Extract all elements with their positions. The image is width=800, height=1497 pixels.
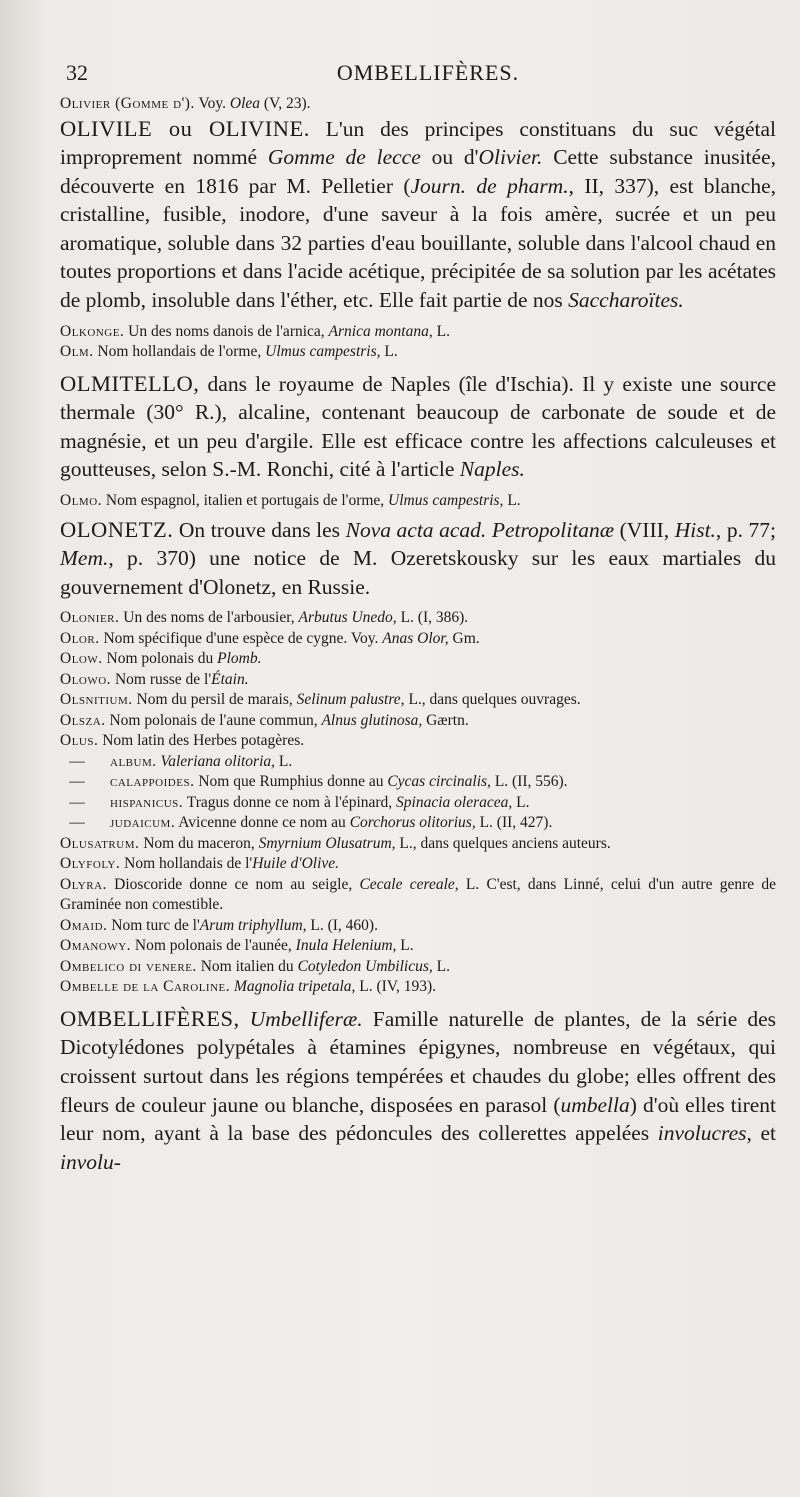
entry-tail: L., dans quelques ouvrages. [404, 691, 581, 709]
headword: Olsnitium. [60, 691, 133, 709]
entry-tail: Gærtn. [422, 711, 469, 729]
headword: Olmo. [60, 492, 103, 510]
entry-italic: involucres [657, 1121, 747, 1146]
entry-text: Nom polonais du [102, 650, 218, 668]
entry-tail: L. [512, 793, 530, 811]
headword: Olor. [60, 629, 100, 647]
headword: Olusatrum. [60, 834, 140, 852]
headword: Ombelle de la Caroline. [60, 978, 231, 996]
entry-text: Nom turc de l' [107, 916, 200, 934]
sub-entry-olus-judaicum [60, 813, 776, 834]
entry-text: Nom spécifique d'une espèce de cygne. Voy. [99, 629, 383, 647]
headword: Olonier. [60, 609, 120, 627]
entry-olm [60, 342, 776, 363]
entry-olowo [60, 670, 776, 691]
entry-italic: Saccharoïtes. [568, 288, 684, 313]
entry-italic: Mem. [60, 546, 109, 571]
entry-italic: Arum triphyllum, [199, 916, 307, 934]
entry-tail: L. (I, 460). [306, 916, 378, 934]
entry-tail: L. [432, 957, 450, 975]
page-header [60, 60, 776, 94]
sub-entry-olus-calappoides [60, 772, 776, 793]
entry-text: Nom du maceron, [139, 834, 259, 852]
entry-text: ou d' [420, 145, 479, 170]
entry-text: , et [746, 1121, 776, 1146]
entry-italic: Olivier. [478, 145, 543, 170]
entry-text: Voy. [194, 95, 230, 112]
entry-italic: Étain. [211, 670, 249, 688]
headword: OMBELLIFÈRES, [60, 1005, 240, 1031]
entry-italic: Cotyledon Umbilicus, [297, 957, 433, 975]
entry-olsnitium [60, 690, 776, 711]
entry-italic: Anas Olor, [382, 629, 449, 647]
entry-italic: Cecale cereale, [359, 875, 459, 893]
entry-text: Nom espagnol, italien et portugais de l'orme, [102, 492, 389, 510]
entry-tail: L. [503, 492, 521, 510]
entry-olsza [60, 711, 776, 732]
entry-italic: Alnus glutinosa, [321, 711, 423, 729]
headword: Olkonge. [60, 322, 125, 340]
headword: Olowo. [60, 670, 112, 688]
sub-headword: album. [110, 752, 157, 770]
entry-text [240, 1007, 250, 1031]
headword: Olivier (Gomme d'). [60, 95, 195, 112]
headword: Olow. [60, 650, 103, 668]
entry-tail: L. (IV, 193). [355, 978, 437, 996]
entry-tail: L. (II, 556). [490, 773, 568, 791]
headword: Olyfoly. [60, 855, 121, 873]
headword: Ombelico di venere. [60, 957, 197, 975]
entry-omanowy [60, 936, 776, 957]
entry-text: Nom hollandais de l' [120, 855, 253, 873]
entry-italic: Arnica montana, [328, 322, 433, 340]
entry-text: Avicenne donne ce nom au [175, 814, 350, 832]
entry-italic: Magnolia tripetala, [234, 978, 356, 996]
entry-text: Un des noms de l'arbousier, [119, 609, 299, 627]
entry-text: Nom italien du [196, 957, 298, 975]
entry-text: dans le royaume de Naples (île d'Ischia). Il y existe une source thermale (30° R.), alcaline, contenant beaucoup de carbonate de soude et de magnésie, et un peu d'argile. Elle est efficace contre les affections calculeuses et goutteuses, selon S.-M. Ronchi, cité à l'article [60, 371, 776, 482]
entry-olonetz [60, 516, 776, 602]
entry-italic: umbella [560, 1092, 630, 1117]
headword: Olus. [60, 732, 99, 750]
entry-text: Dioscoride donne ce nom au seigle, [106, 875, 360, 893]
entry-tail: L. (I, 386). [396, 609, 469, 627]
entry-text: Nom que Rumphius donne au [194, 773, 388, 791]
entry-text: Nom du persil de marais, [132, 691, 297, 709]
entry-tail: L. [432, 322, 450, 340]
sub-headword: calappoides. [110, 773, 195, 791]
entry-text: Nom latin des Herbes potagères. [98, 732, 305, 750]
headword: OLIVILE ou OLIVINE. [60, 115, 310, 141]
entry-text: (VIII, [614, 517, 675, 542]
entry-text: On trouve dans les [173, 517, 346, 542]
entry-italic: Spinacia oleracea, [396, 793, 513, 811]
entry-tail: L. [396, 937, 414, 955]
entry-text: L'un des principes constituans du suc végétal improprement nommé [60, 116, 777, 170]
entry-italic: Valeriana olitoria, [160, 752, 276, 770]
entry-olow [60, 649, 776, 670]
entry-italic: Arbutus Unedo, [298, 609, 397, 627]
entry-italic: Smyrnium Olusatrum, [258, 834, 396, 852]
entry-italic: Journ. de pharm. [410, 173, 569, 198]
entry-text: Famille naturelle de plantes, de la série des Dicotylédones polypétales à étamines épigynes, nombreuse en végétaux, qui croissent surtout dans les régions tempérées et chaudes du globe; elles offrent des fleurs de couleur jaune ou blanche, disposées en parasol ( [60, 1006, 777, 1117]
headword: OLONETZ. [60, 516, 174, 542]
entry-text: Nom hollandais de l'orme, [93, 343, 266, 361]
entry-italic: Corchorus olitorius, [349, 814, 476, 832]
entry-text: Nom polonais de l'aune commun, [105, 711, 322, 729]
entry-italic: Ulmus campestris, [265, 343, 381, 361]
headword: Olsza. [60, 711, 106, 729]
dash: — [69, 773, 85, 791]
entry-olor [60, 629, 776, 650]
entry-italic: Umbelliferæ. [249, 1006, 363, 1031]
entry-italic: Olea [229, 95, 261, 112]
entry-italic: Naples. [459, 457, 525, 482]
entry-text: , II, 337), est blanche, cristalline, fusible, inodore, d'une saveur à la fois amère, sucrée et un peu aromatique, soluble dans 32 parties d'eau bouillante, soluble dans l'alcool chaud en toutes proportions et dans l'acide acétique, précipitée de sa solution par les acétates de plomb, insoluble dans l'éther, etc. Elle fait partie de nos [60, 173, 777, 313]
entry-text: Nom russe de l' [111, 670, 212, 688]
entry-italic: Cycas circinalis, [387, 773, 491, 791]
entry-ombelico [60, 957, 776, 978]
sub-entry-olus-album [60, 752, 776, 773]
entry-olivier [60, 94, 776, 115]
entry-tail: Gm. [448, 629, 480, 647]
entry-tail: L. [275, 752, 293, 770]
entry-text: , p. 77; [715, 517, 776, 542]
entry-tail: L. [380, 343, 398, 361]
entry-text: ) d'où elles tirent leur nom, ayant à la base des pédoncules des collerettes appelées [60, 1092, 776, 1146]
running-title: OMBELLIFÈRES. [336, 60, 520, 85]
sub-headword: hispanicus. [110, 793, 184, 811]
headword: Omaid. [60, 916, 108, 934]
entry-italic: Huile d'Olive. [252, 855, 340, 873]
page-number: 32 [66, 60, 88, 85]
entry-omaid [60, 916, 776, 937]
dash: — [69, 793, 85, 811]
entry-italic: Ulmus campestris, [388, 492, 504, 510]
entry-tail: L., dans quelques anciens auteurs. [395, 834, 611, 852]
sub-entry-olus-hispanicus [60, 793, 776, 814]
entry-text: Tragus donne ce nom à l'épinard, [183, 793, 397, 811]
entry-olus [60, 731, 776, 752]
entry-olivile [60, 115, 776, 315]
entry-tail: L. C'est, dans Linné, celui d'un autre genre de Graminée non comestible. [60, 875, 776, 914]
headword: Olm. [60, 343, 94, 361]
entry-text: Un des noms danois de l'arnica, [124, 322, 329, 340]
entry-ombelle [60, 977, 776, 998]
entry-ombelliferes [60, 1005, 776, 1177]
entry-text: Nom polonais de l'aunée, [131, 937, 296, 955]
entry-italic: involu- [60, 1149, 121, 1174]
entry-olmo [60, 491, 776, 512]
entry-italic: Nova acta acad. Petropolitanæ [345, 517, 615, 542]
entry-italic: Hist. [674, 517, 716, 542]
entry-olmitello [60, 370, 776, 484]
entry-text: Cette substance inusitée, découverte en 1816 par M. Pelletier ( [60, 145, 776, 198]
entry-olkonge [60, 322, 776, 343]
entry-text: , p. 370) une notice de M. Ozeretskousky sur les eaux martiales du gouvernement d'Olonetz, en Russie. [60, 546, 776, 599]
dash: — [69, 814, 85, 832]
entry-tail: L. (II, 427). [475, 814, 553, 832]
entry-olyfoly [60, 854, 776, 875]
entry-italic: Gomme de lecce [267, 145, 421, 170]
headword: Omanowy. [60, 937, 132, 955]
entry-olonier [60, 608, 776, 629]
sub-headword: judaicum. [110, 814, 176, 832]
entry-olyra [60, 875, 776, 916]
entry-italic: Inula Helenium, [295, 937, 397, 955]
entry-olusatrum [60, 834, 776, 855]
dash: — [69, 752, 85, 770]
entry-italic: Selinum palustre, [296, 691, 405, 709]
entry-tail: (V, 23). [260, 95, 311, 112]
headword: Olyra. [60, 875, 107, 893]
headword: OLMITELLO, [60, 370, 200, 396]
entry-italic: Plomb. [217, 650, 262, 668]
